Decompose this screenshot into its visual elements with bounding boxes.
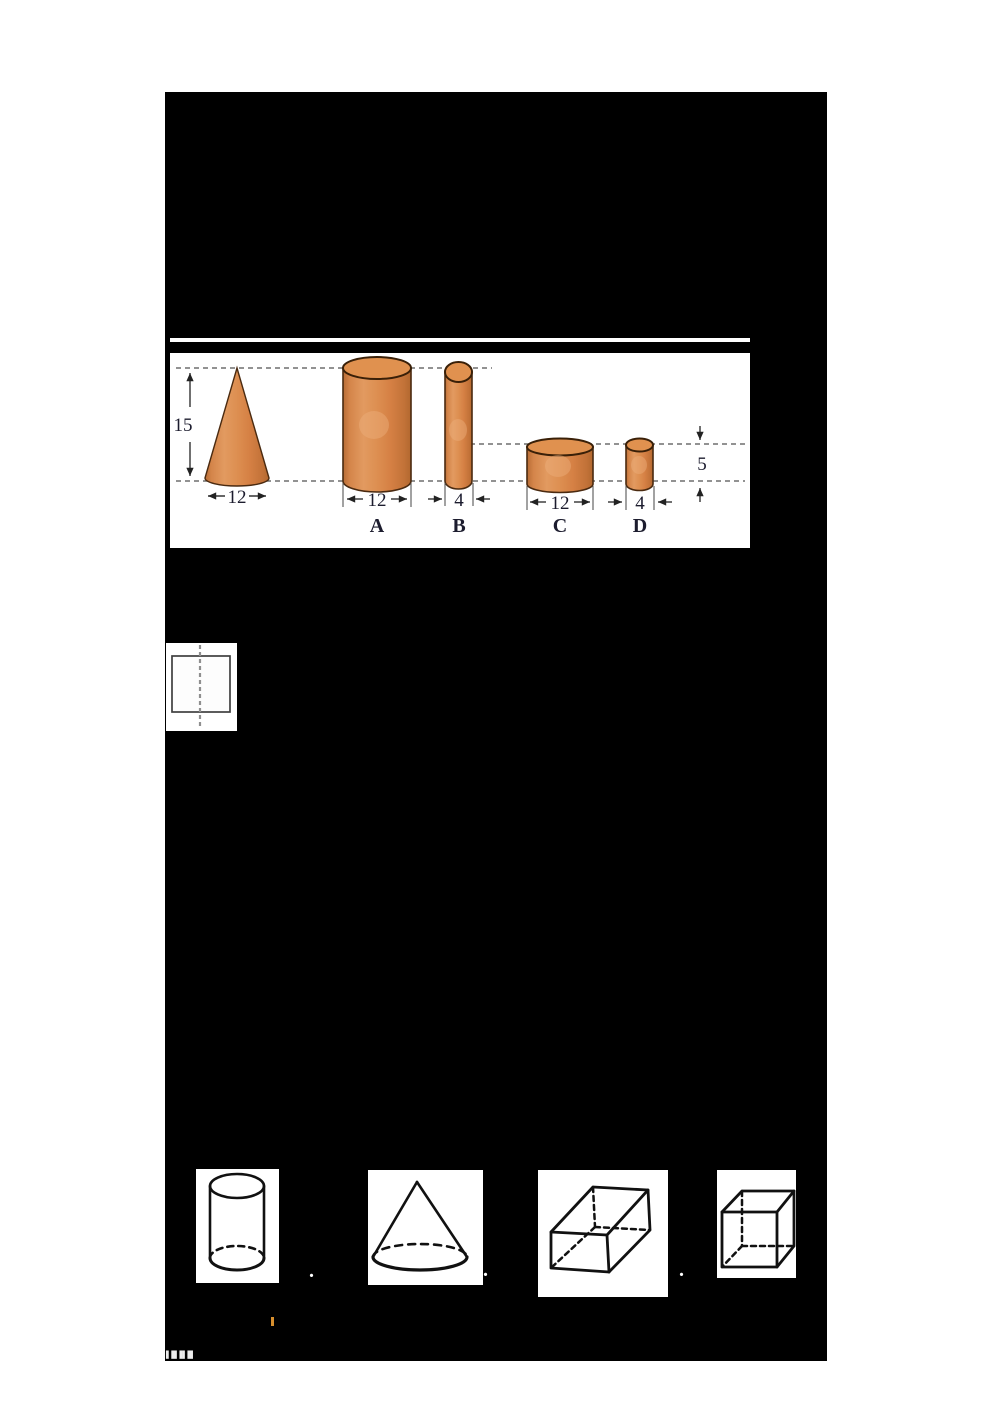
cone-shape (205, 368, 269, 486)
option-cylinder-panel (196, 1169, 279, 1283)
label-d: D (632, 515, 648, 537)
cylinder-d-4-label: 4 (635, 493, 645, 514)
option-prism-figure (538, 1170, 668, 1297)
cone-base-12-label: 12 (227, 487, 247, 508)
cylinder-a-12-label: 12 (367, 490, 387, 511)
option-cube-figure (717, 1170, 796, 1278)
cylinder-c-shape (527, 439, 593, 493)
square-with-axis-figure (166, 643, 237, 731)
option-separator-dot-3: . (679, 1259, 684, 1281)
cylinder-c-12-label: 12 (550, 493, 570, 514)
height-15-label: 15 (173, 415, 193, 436)
option-cube-panel (717, 1170, 796, 1278)
cylinder-b-shape (445, 362, 472, 489)
cylinder-a-shape (343, 357, 411, 492)
option-separator-dot-1: . (309, 1260, 314, 1282)
watermark-smudge: ▌█▐▌█ (166, 1351, 193, 1359)
option-cylinder-figure (196, 1169, 279, 1283)
square-figure-panel (166, 643, 237, 731)
label-c: C (552, 515, 568, 537)
cylinder-b-4-label: 4 (454, 490, 464, 511)
option-separator-dot-2: . (483, 1259, 488, 1281)
option-prism-panel (538, 1170, 668, 1297)
height-5-label: 5 (697, 454, 707, 475)
orange-tick-mark (271, 1317, 274, 1326)
label-b: B (452, 515, 466, 537)
option-cone-figure (368, 1170, 483, 1285)
label-a: A (369, 515, 385, 537)
solids-comparison-figure (170, 338, 750, 548)
main-figure-panel (170, 338, 750, 548)
cylinder-d-shape (626, 439, 653, 491)
figure-top-black-bar (170, 342, 750, 353)
option-cone-panel (368, 1170, 483, 1285)
